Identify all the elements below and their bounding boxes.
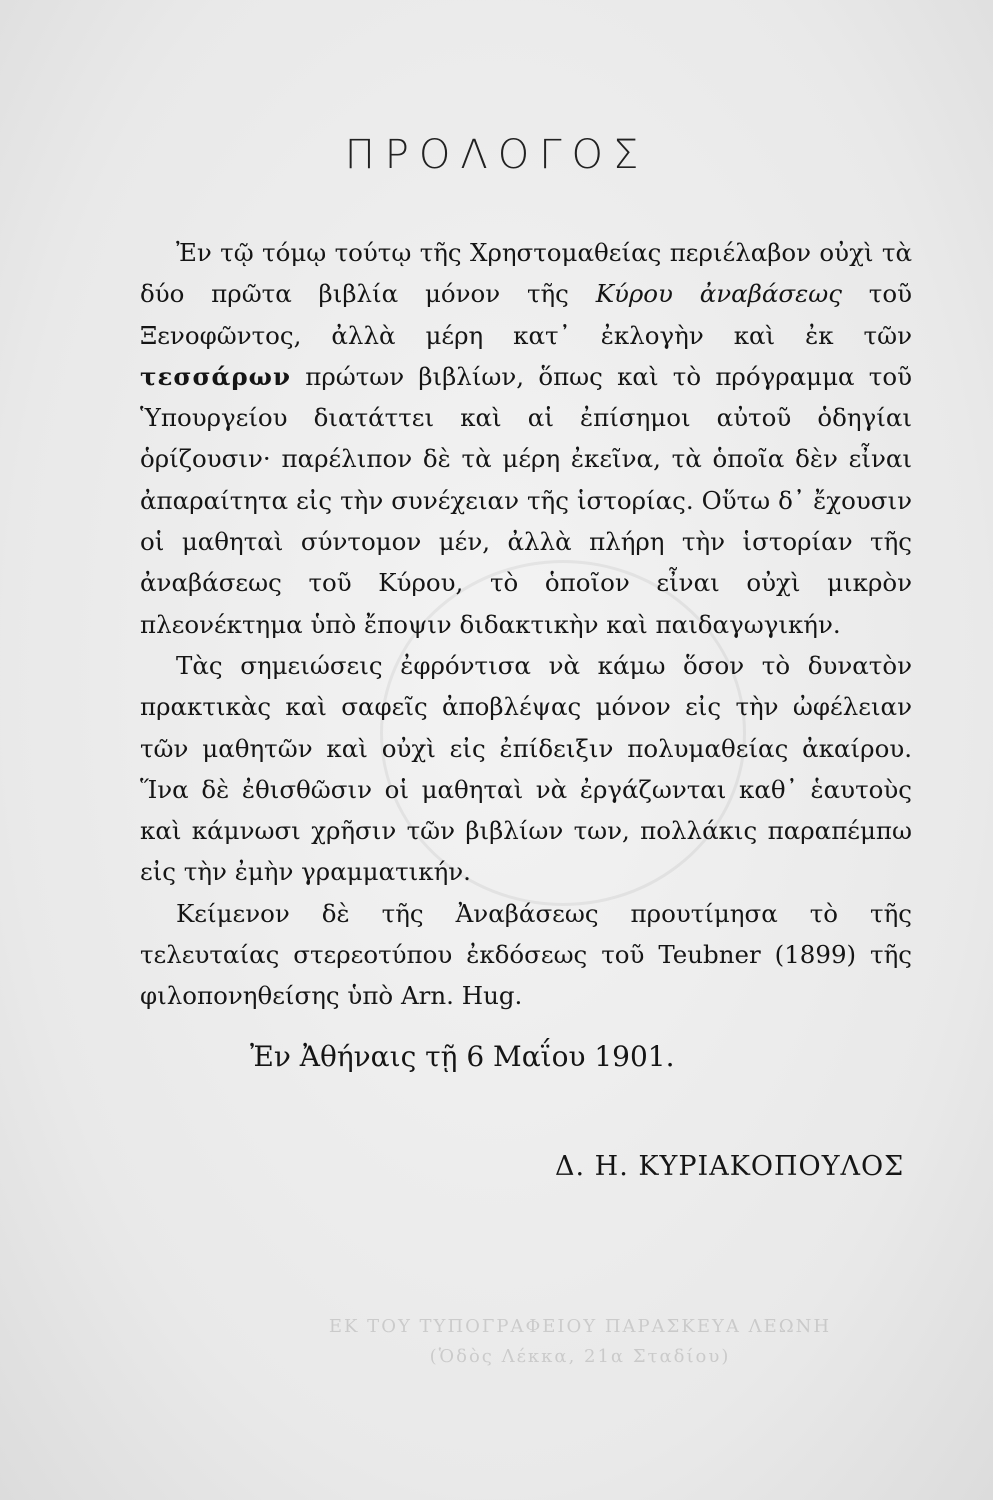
paragraph-1-italic-title: Κύρου ἀναβάσεως [595, 279, 842, 309]
paragraph-1 [140, 232, 912, 645]
page-title: ΠΡΟΛΟΓΟΣ [344, 132, 649, 178]
imprint-line-1: ΕΚ ΤΟΥ ΤΥΠΟΓΡΑΦΕΙΟΥ ΠΑΡΑΣΚΕΥΑ ΛΕΩΝΗ [328, 1316, 832, 1337]
dateline: Ἐν Ἀθήναις τῇ 6 Μαΐου 1901. [250, 1040, 675, 1073]
printer-imprint [230, 1312, 930, 1372]
imprint-line-2: (Ὁδὸς Λέκκα, 21α Σταδίου) [429, 1346, 731, 1367]
paragraph-3: Κείμενον δὲ τῆς Ἀναβάσεως προυτίμησα τὸ τῆς τελευταίας στερεοτύπου ἐκδόσεως τοῦ Teubner (1899) τῆς φιλοπονηθείσης ὑπὸ Arn. Hug. [140, 898, 912, 1011]
author-signature: Δ. Η. ΚΥΡΙΑΚΟΠΟΥΛΟΣ [555, 1151, 905, 1182]
preface-body [140, 232, 912, 1017]
paragraph-1-bold-word: τεσσάρων [140, 361, 291, 391]
paragraph-2: Τὰς σημειώσεις ἐφρόντισα νὰ κάμω ὅσον τὸ δυνατὸν πρακτικὰς καὶ σαφεῖς ἀποβλέψας μόνον εἰς τὴν ὠφέλειαν τῶν μαθητῶν καὶ οὐχὶ εἰς ἐπίδειξιν πολυμαθείας ἀκαίρου. Ἵνα δὲ ἐθισθῶσιν οἱ μαθηταὶ νὰ ἐργάζωνται καθ᾽ ἑαυτοὺς καὶ κάμνωσι χρῆσιν τῶν βιβλίων των, πολλάκις παραπέμπω εἰς τὴν ἐμὴν γραμματικήν. [140, 650, 912, 887]
paragraph-1-part-2: τοῦ Ξενοφῶντος, ἀλλὰ μέρη κατ᾽ ἐκλογὴν καὶ ἐκ τῶν [140, 279, 912, 350]
paragraph-1-part-1: Ἐν τῷ τόμῳ τούτῳ τῆς Χρηστομαθείας περιέλαβον οὐχὶ τὰ δύο πρῶτα βιβλία μόνον τῆς [140, 238, 912, 309]
paragraph-1-part-3: πρώτων βιβλίων, ὅπως καὶ τὸ πρόγραμμα τοῦ Ὑπουργείου διατάττει καὶ αἱ ἐπίσημοι αὐτοῦ ὁδηγίαι ὁρίζουσιν· παρέλιπον δὲ τὰ μέρη ἐκεῖνα, τὰ ὁποῖα δὲν εἶναι ἀπαραίτητα εἰς τὴν συνέχειαν τῆς ἱστορίας. Οὕτω δ᾽ ἔχουσιν οἱ μαθηταὶ σύντομον μέν, ἀλλὰ πλήρη τὴν ἱστορίαν τῆς ἀναβάσεως τοῦ Κύρου, τὸ ὁποῖον εἶναι οὐχὶ μικρὸν πλεονέκτημα ὑπὸ ἔποψιν διδακτικὴν καὶ παιδαγωγικήν. [140, 361, 912, 639]
